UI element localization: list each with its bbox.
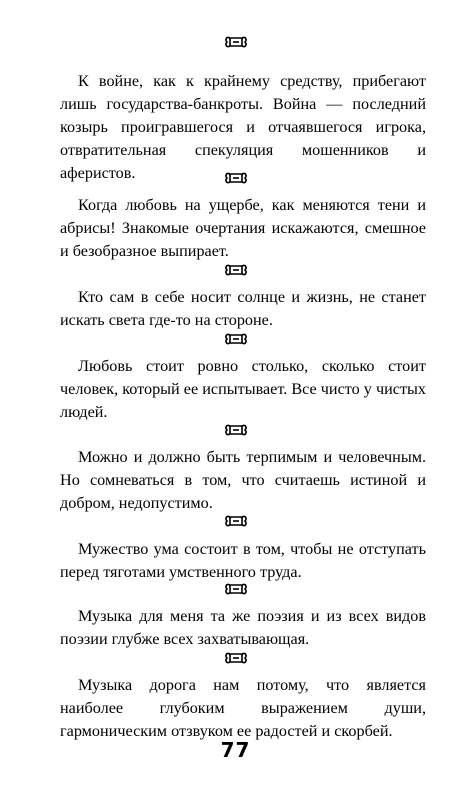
aphorism-love-waning: Когда любовь на ущербе, как меняются тени и абрисы! Знакомые очертания искажаются, смешное и безобразное выпирает. [60,196,426,260]
aphorism-sun-within: Кто сам в себе носит солнце и жизнь, не станет искать света где-то на стороне. [60,288,426,329]
aphorism-war: К войне, как к крайнему средству, прибегают лишь государства-банкроты. Война — последний козырь проигравшегося и отчаявшегося игрока, отвратительная спекуляция мошенников и аферистов. [60,72,426,182]
ornament-icon [224,262,248,278]
aphorism-love-worth: Любовь стоит ровно столько, сколько стоит человек, который ее испытывает. Все чисто у чистых людей. [60,357,426,421]
ornament-icon [224,513,248,529]
ornament-icon [224,650,248,666]
ornament-icon [224,422,248,438]
aphorism-music-dear: Музыка дорога нам потому, что является наиболее глубоким выражением души, гармоническим отзвуком ее радостей и скорбей. [60,676,426,740]
aphorism-tolerance: Можно и должно быть терпимым и человечным. Но сомневаться в том, что считаешь истиной и добром, недопустимо. [60,448,426,512]
ornament-icon [224,581,248,597]
ornament-icon [224,34,248,50]
ornament-icon [224,331,248,347]
aphorism-courage-of-mind: Мужество ума состоит в том, чтобы не отступать перед тяготами умственного труда. [60,540,426,581]
ornament-icon [224,170,248,186]
aphorism-music-poetry: Музыка для меня та же поэзия и из всех видов поэзии глубже всех захватывающая. [60,607,426,648]
page-number: 77 [220,738,251,762]
